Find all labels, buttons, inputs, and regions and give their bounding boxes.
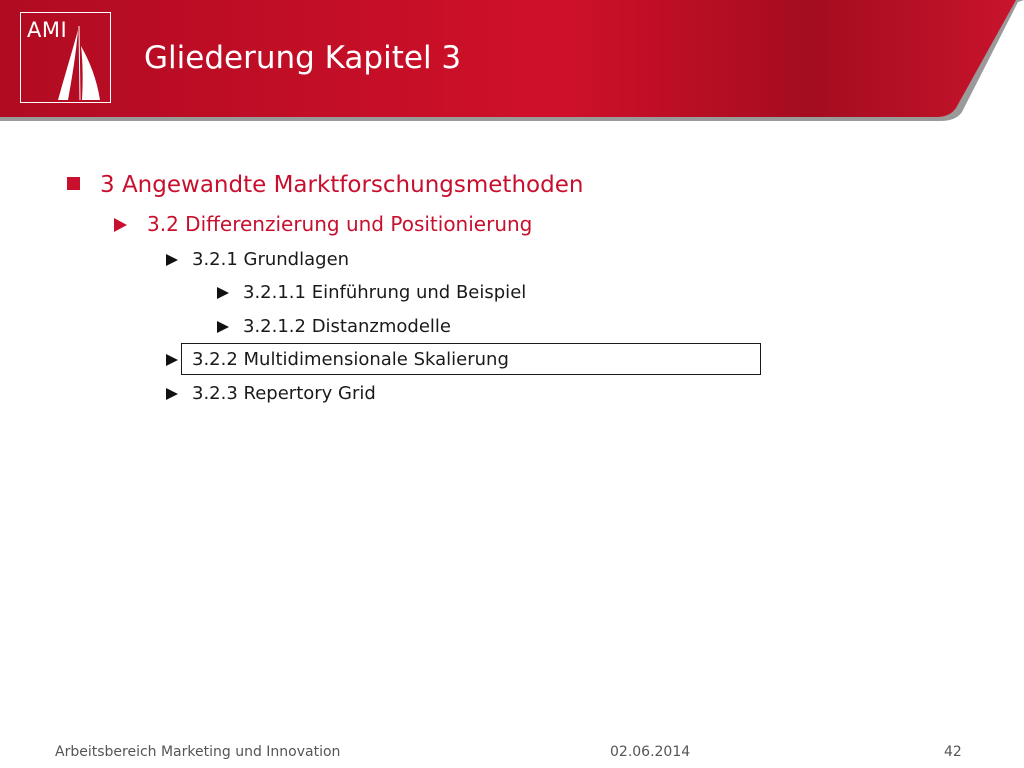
outline-level1: [67, 172, 583, 198]
outline-item: [166, 383, 376, 404]
outline-item-current: [166, 349, 509, 370]
triangle-bullet-icon: [217, 287, 229, 299]
outline-item-label: 3.2.2 Multidimensionale Skalierung: [192, 349, 509, 370]
footer-date: 02.06.2014: [610, 744, 691, 760]
outline-item-label: 3.2.1.2 Distanzmodelle: [243, 316, 452, 337]
triangle-bullet-icon: [114, 218, 127, 232]
triangle-bullet-icon: [166, 388, 178, 400]
outline-level2: [114, 212, 532, 236]
square-bullet-icon: [67, 177, 80, 190]
footer-organization: Arbeitsbereich Marketing und Innovation: [55, 744, 341, 760]
outline-item: [166, 249, 349, 270]
outline-item-label: 3.2.1 Grundlagen: [192, 249, 350, 270]
slide-title: Gliederung Kapitel 3: [144, 40, 462, 76]
outline-item-label: 3.2.3 Repertory Grid: [192, 383, 376, 404]
triangle-bullet-icon: [166, 254, 178, 266]
logo-text: AMI: [27, 18, 68, 42]
outline-item: [217, 282, 526, 303]
outline-level2-label: 3.2 Differenzierung und Positionierung: [147, 212, 533, 236]
outline-item: [217, 316, 451, 337]
triangle-bullet-icon: [166, 354, 178, 366]
footer-page-number: 42: [944, 744, 962, 760]
outline-item-label: 3.2.1.1 Einführung und Beispiel: [243, 282, 527, 303]
outline-level1-label: 3 Angewandte Marktforschungsmethoden: [100, 172, 584, 198]
triangle-bullet-icon: [217, 321, 229, 333]
